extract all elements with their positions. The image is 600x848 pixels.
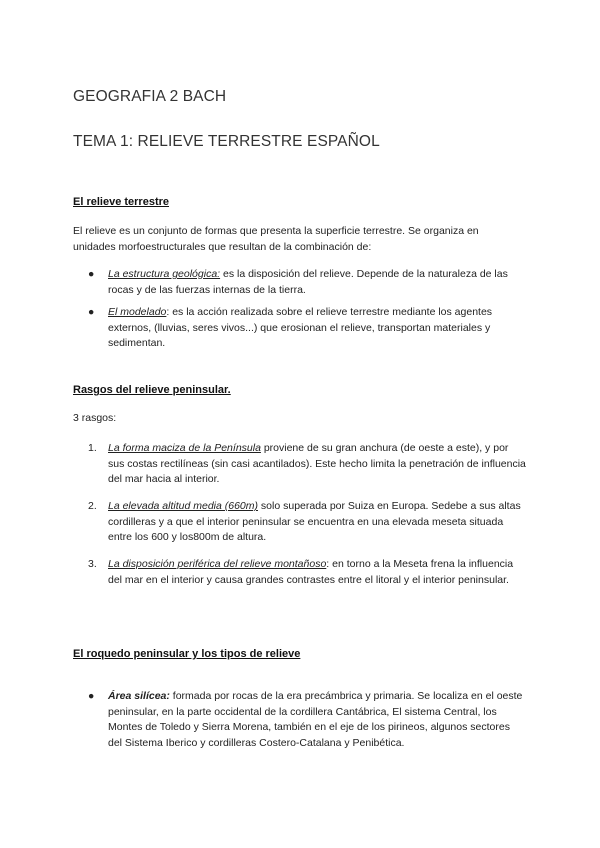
document-title: GEOGRAFIA 2 BACH [73,88,227,105]
section-heading-roquedo: El roquedo peninsular y los tipos de relieve [73,648,301,660]
number-marker: 1. [88,442,97,454]
bullet-marker: ● [88,306,95,318]
bullet-term: Área silícea: [108,690,170,702]
numbered-text: : en torno a la Meseta frena la influencia del mar en el interior y causa grandes contrastes entre el litoral y el interior peninsular. [108,558,514,586]
bullet-text: formada por rocas de la era precámbrica y primaria. Se localiza en el oeste peninsular, en la parte occidental de la cordillera Cantábrica, El sistema Central, los Montes de Toledo y Sierra Morena, también en el eje de los pirineos, algunos sectores del Sistema Iberico y cordilleras Costero-Catalana y Penibética. [108,690,523,749]
bullet-item-area-silicea [88,689,526,751]
bullet-item-modelado [88,305,526,352]
numbered-text: proviene de su gran anchura (de oeste a este), y por sus costas rectilíneas (sin casi acantilados). Este hecho limita la penetración de influencia del mar hacia al interior. [108,442,526,485]
numbered-term: La elevada altitud media (660m) [108,500,259,512]
bullet-marker: ● [88,690,95,702]
number-marker: 2. [88,500,97,512]
numbered-term: La forma maciza de la Península [108,442,261,454]
section-heading-relieve-terrestre: El relieve terrestre [73,196,170,208]
bullet-text: : es la acción realizada sobre el relieve terrestre mediante los agentes externos, (lluvias, seres vivos...) que erosionan el relieve, transportan materiales y sedimentan. [108,306,493,349]
number-marker: 3. [88,558,97,570]
numbered-term: La disposición periférica del relieve montañoso [108,558,327,570]
section-heading-rasgos: Rasgos del relieve peninsular. [73,384,231,396]
bullet-term: El modelado [108,306,167,318]
numbered-item-1 [88,441,526,488]
numbered-text: solo superada por Suiza en Europa. Sedebe a sus altas cordilleras y a que el interior peninsular se encuentra en una elevada meseta situada entre los 600 y los800m de altura. [108,500,521,543]
bullet-term: La estructura geológica: [108,268,221,280]
section-intro-paragraph: El relieve es un conjunto de formas que presenta la superficie terrestre. Se organiza en unidades morfoestructurales que resultan de la combinación de: [73,225,479,253]
bullet-item-estructura [88,267,526,298]
bullet-marker: ● [88,268,95,280]
section-intro-rasgos: 3 rasgos: [73,412,117,424]
numbered-item-3 [88,557,526,588]
numbered-item-2 [88,499,526,546]
topic-title: TEMA 1: RELIEVE TERRESTRE ESPAÑOL [73,133,380,150]
bullet-text: es la disposición del relieve. Depende de la naturaleza de las rocas y de las fuerzas internas de la tierra. [108,268,508,296]
